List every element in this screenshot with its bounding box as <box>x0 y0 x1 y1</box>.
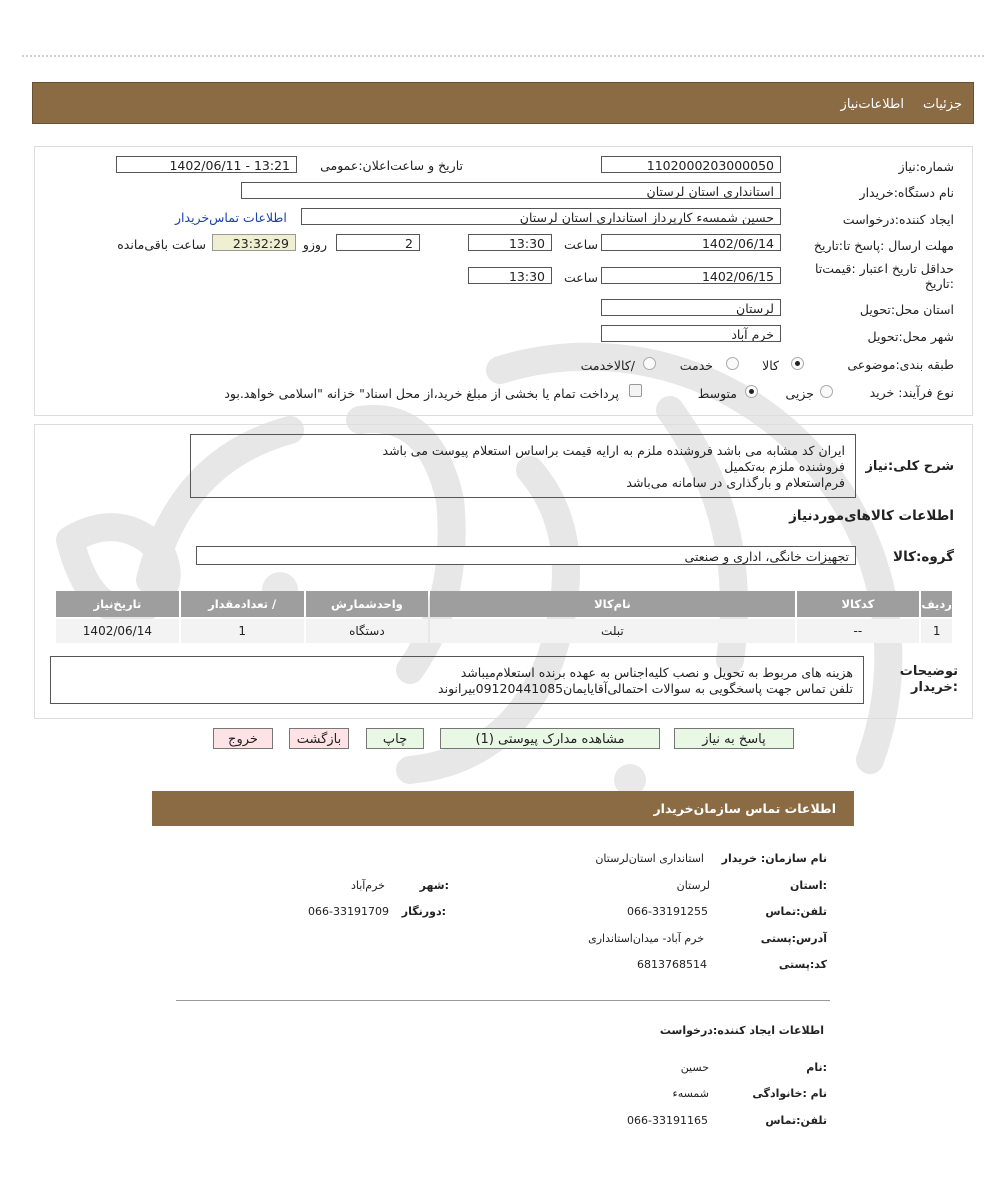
creator-name-value: حسین <box>680 1061 709 1074</box>
category-option-goods-service: /کالاخدمت <box>580 358 635 373</box>
col-need-date: تاریخ‌نیاز <box>56 591 179 617</box>
col-code: کدکالا <box>797 591 920 617</box>
col-quantity: / تعدادمقدار <box>181 591 304 617</box>
buyer-notes-line-1: هزینه های مربوط به تحویل و نصب کلیه‌اجناس به عهده برنده استعلام‌میباشد <box>460 665 853 680</box>
contact-title: اطلاعات تماس سازمان‌خریدار <box>653 801 836 816</box>
breadcrumb-details[interactable]: جزئیات <box>923 97 962 112</box>
creator-phone-value: 066-33191165 <box>627 1114 708 1127</box>
city-label: :شهر <box>419 879 449 892</box>
days-field[interactable]: 2 <box>336 234 420 251</box>
summary-line-2: فروشنده ملزم به‌تکمیل <box>724 459 845 474</box>
buyer-notes-line-2: تلفن تماس جهت پاسخگویی به سوالات احتمالی‌آقایایمان09120441085بیرانوند <box>438 681 853 696</box>
category-radio-service[interactable] <box>726 357 739 370</box>
col-unit: واحدشمارش <box>306 591 429 617</box>
breadcrumb-need-info[interactable]: اطلاعات‌نیاز <box>840 97 904 112</box>
fax-value: 066-33191709 <box>308 905 389 918</box>
treasury-payment-checkbox[interactable] <box>629 384 642 397</box>
process-radio-minor[interactable] <box>820 385 833 398</box>
days-label: روزو <box>302 237 327 252</box>
cell-quantity: 1 <box>181 619 304 643</box>
validity-time-label: ساعت <box>563 270 598 285</box>
process-option-minor: جزیی <box>785 386 814 401</box>
cell-unit: دستگاه <box>306 619 429 643</box>
process-option-medium: متوسط <box>697 386 737 401</box>
col-name: نام‌کالا <box>430 591 794 617</box>
org-name-value: استانداری استان‌لرستان <box>595 852 704 865</box>
print-button[interactable]: چاپ <box>366 728 424 749</box>
goods-section-title: اطلاعات کالاهای‌موردنیاز <box>789 508 954 524</box>
summary-line-3: فرم‌استعلام و بارگذاری در سامانه می‌باشد <box>626 475 845 490</box>
process-type-label: نوع فرآیند: خرید <box>869 385 954 400</box>
category-radio-goods-service[interactable] <box>643 357 656 370</box>
top-divider <box>22 55 984 57</box>
buyer-notes-label: توضیحات :خریدار <box>899 664 958 695</box>
cell-code: -- <box>797 619 920 643</box>
creator-info-title: اطلاعات ایجاد کننده:درخواست <box>659 1024 824 1037</box>
delivery-province-label: استان محل:تحویل <box>859 302 954 317</box>
validity-time-field[interactable]: 13:30 <box>468 267 552 284</box>
need-number-label: شماره:نیاز <box>898 159 954 174</box>
creator-field[interactable]: حسین شمسه‌ء کارپرداز استانداری استان لرستان <box>301 208 781 225</box>
validity-label: حداقل تاریخ اعتبار :قیمت‌تا :تاریخ <box>814 261 954 291</box>
summary-line-1: ایران کد مشابه می باشد فروشنده ملزم به ارایه قیمت براساس استعلام پیوست می باشد <box>382 443 845 458</box>
treasury-payment-note: پرداخت تمام یا بخشی از مبلغ خرید،از محل اسناد" خزانه "اسلامی خواهد.بود <box>224 386 619 401</box>
address-label: آدرس:پستی <box>760 932 827 945</box>
goods-group-label: گروه:کالا <box>893 549 954 565</box>
back-button[interactable]: بازگشت <box>289 728 349 749</box>
phone-value: 066-33191255 <box>627 905 708 918</box>
announce-field[interactable]: 1402/06/11 - 13:21 <box>116 156 297 173</box>
remaining-time-field: 23:32:29 <box>212 234 296 251</box>
creator-family-value: شمسه‌ء <box>672 1087 709 1100</box>
creator-phone-label: تلفن:تماس <box>765 1114 827 1127</box>
address-value: خرم آباد- میدان‌استانداری <box>588 932 704 945</box>
attachments-button[interactable]: مشاهده مدارک پیوستی (1) <box>440 728 660 749</box>
cell-need-date: 1402/06/14 <box>56 619 179 643</box>
page-header-bar <box>32 82 974 124</box>
summary-box <box>190 434 856 498</box>
category-option-service: خدمت <box>679 358 713 373</box>
creator-label: ایجاد کننده:درخواست <box>842 212 954 227</box>
postal-code-value: 6813768514 <box>637 958 707 971</box>
category-option-goods: کالا <box>762 358 779 373</box>
phone-label: تلفن:تماس <box>765 905 827 918</box>
goods-group-field[interactable]: تجهیزات خانگی، اداری و صنعتی <box>196 546 856 565</box>
creator-family-label: نام :خانوادگی <box>752 1087 827 1100</box>
announce-label: تاریخ و ساعت‌اعلان:عمومی <box>320 158 463 173</box>
creator-name-label: :نام <box>806 1061 827 1074</box>
buyer-contact-link[interactable]: اطلاعات تماس‌خریدار <box>175 210 287 225</box>
process-radio-medium[interactable] <box>745 385 758 398</box>
deadline-date-field[interactable]: 1402/06/14 <box>601 234 781 251</box>
buyer-org-label: نام دستگاه:خریدار <box>859 185 954 200</box>
contact-divider <box>176 1000 830 1001</box>
need-number-field[interactable]: 1102000203000050 <box>601 156 781 173</box>
postal-code-label: کد:پستی <box>778 958 827 971</box>
fax-label: :دورنگار <box>401 905 446 918</box>
goods-table <box>54 589 954 645</box>
city-value: خرم‌آباد <box>350 879 385 892</box>
validity-date-field[interactable]: 1402/06/15 <box>601 267 781 284</box>
cell-name: تبلت <box>430 619 794 643</box>
col-row: ردیف <box>921 591 952 617</box>
buyer-notes-box <box>50 656 864 704</box>
delivery-province-field[interactable]: لرستان <box>601 299 781 316</box>
reply-button[interactable]: پاسخ به نیاز <box>674 728 794 749</box>
table-row <box>56 619 952 643</box>
exit-button[interactable]: خروج <box>213 728 273 749</box>
buyer-org-field[interactable]: استانداری استان لرستان <box>241 182 781 199</box>
deadline-time-label: ساعت <box>563 237 598 252</box>
category-radio-goods[interactable] <box>791 357 804 370</box>
delivery-city-label: شهر محل:تحویل <box>867 329 954 344</box>
delivery-city-field[interactable]: خرم آباد <box>601 325 781 342</box>
summary-label: شرح کلی:نیاز <box>865 459 954 474</box>
goods-table-header <box>56 591 952 617</box>
org-name-label: نام سازمان: خریدار <box>721 852 827 865</box>
province-value: لرستان <box>676 879 710 892</box>
remaining-label: ساعت باقی‌مانده <box>117 237 206 252</box>
cell-row: 1 <box>921 619 952 643</box>
province-label: :استان <box>790 879 827 892</box>
deadline-time-field[interactable]: 13:30 <box>468 234 552 251</box>
category-label: طبقه بندی:موضوعی <box>847 357 954 372</box>
deadline-label: مهلت ارسال :پاسخ تا:تاریخ <box>813 238 954 253</box>
